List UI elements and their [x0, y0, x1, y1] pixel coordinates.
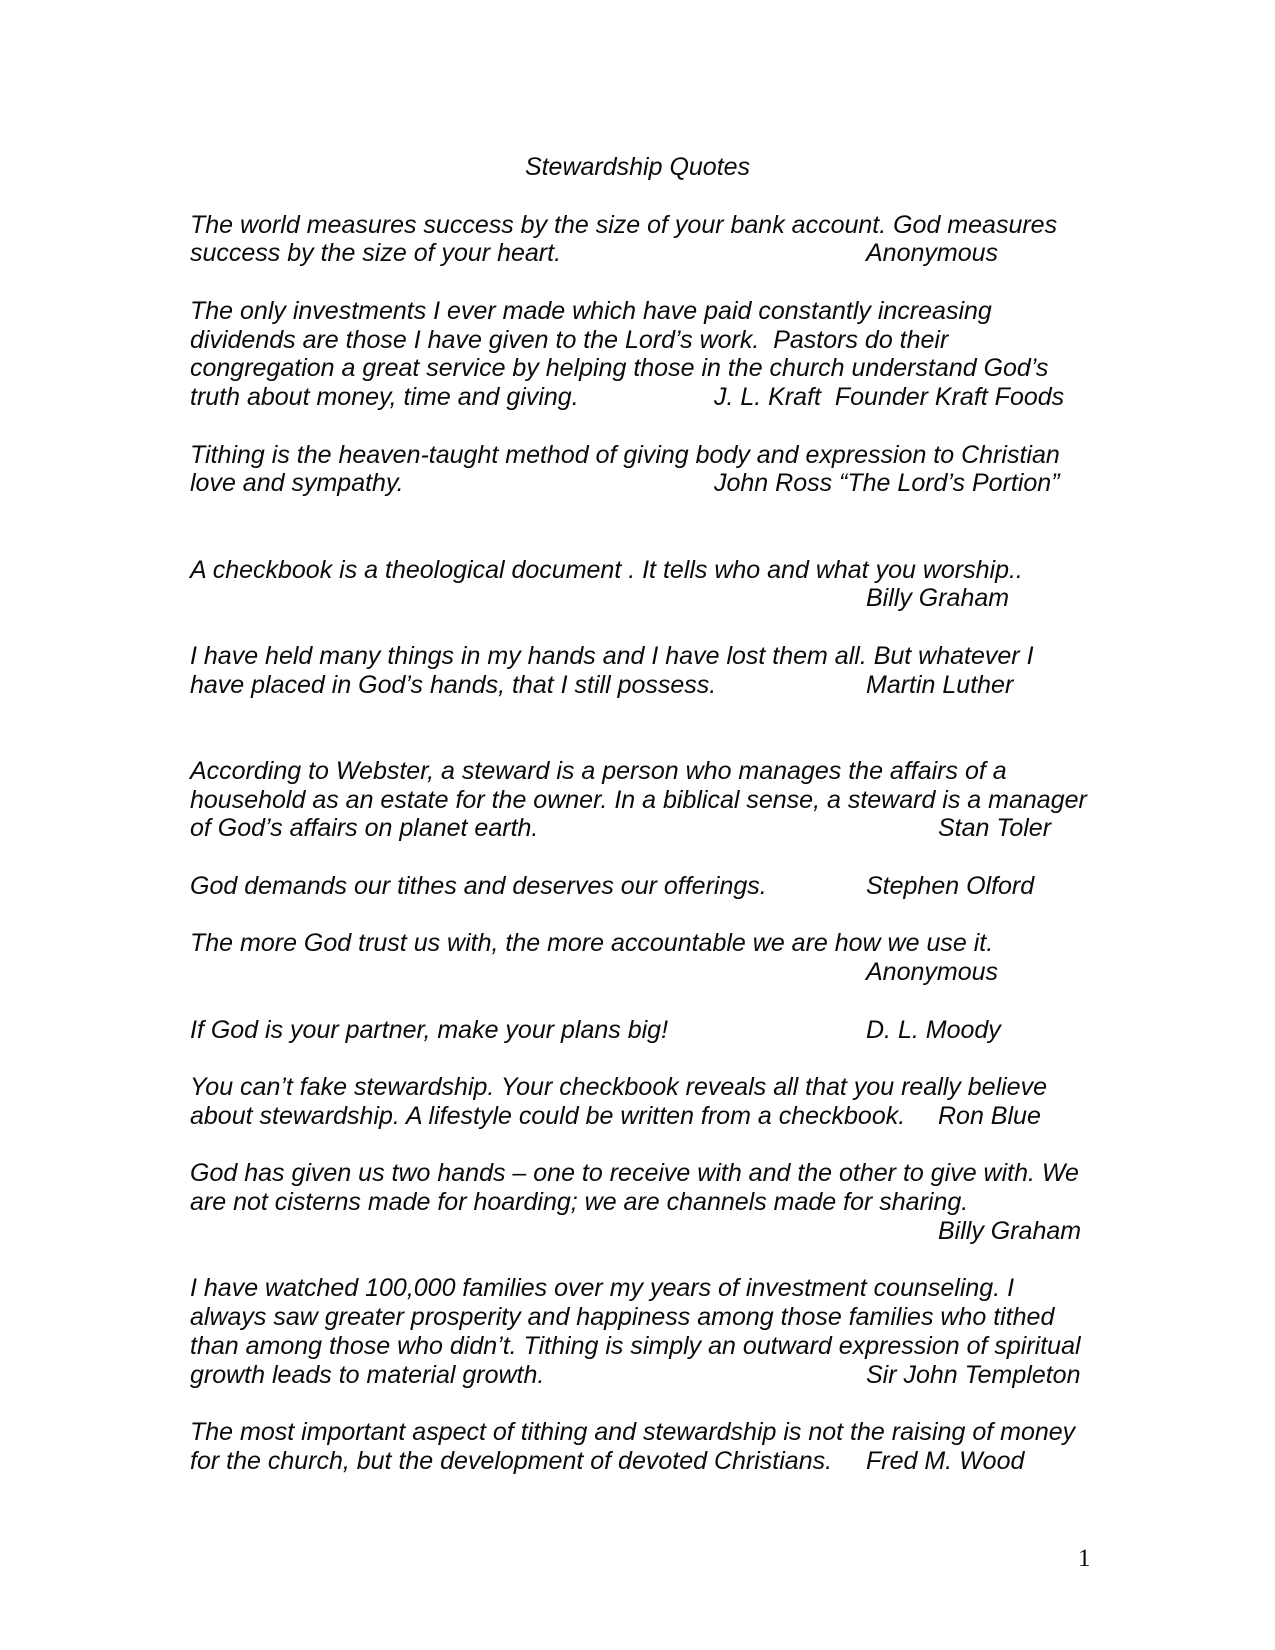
quote-text: are not cisterns made for hoarding; we are channels made for sharing. [190, 1188, 969, 1216]
quote-line [190, 671, 1085, 700]
quote-text: The most important aspect of tithing and stewardship is not the raising of money [190, 1418, 1076, 1446]
quote-text: God demands our tithes and deserves our offerings. [190, 871, 767, 900]
quote-text: I have held many things in my hands and I have lost them all. But whatever I [190, 641, 1034, 670]
quote-attribution: Stephen Olford [866, 871, 1035, 900]
quote-block [190, 441, 1085, 499]
quote-attribution: Fred M. Wood [866, 1446, 1025, 1475]
quote-block [190, 297, 1085, 412]
quote-attribution: Stan Toler [938, 814, 1052, 843]
quote-attribution: Billy Graham [866, 584, 1010, 613]
quote-attribution: John Ross “The Lord’s Portion” [714, 469, 1060, 498]
quote-text: dividends are those I have given to the Lord’s work. Pastors do their [190, 325, 949, 354]
quote-text: congregation a great service by helping those in the church understand God’s [190, 354, 1049, 383]
quote-text: If God is your partner, make your plans big! [190, 1015, 669, 1044]
quote-attribution: D. L. Moody [866, 1015, 1001, 1044]
quote-line [190, 441, 1085, 470]
quote-line [190, 1332, 1085, 1361]
quote-line [190, 814, 1085, 843]
quote-text: I have watched 100,000 families over my years of investment counseling. I [190, 1274, 1015, 1303]
quote-line [190, 1274, 1085, 1303]
quote-line [190, 929, 1085, 958]
quote-block [190, 929, 1085, 987]
quote-text: about stewardship. A lifestyle could be written from a checkbook. [190, 1101, 906, 1130]
quote-line [190, 1217, 1085, 1246]
quote-text: have placed in God’s hands, that I still possess. [190, 670, 717, 699]
quote-text: than among those who didn’t. Tithing is simply an outward expression of spiritual [190, 1331, 1081, 1360]
quote-line [190, 1303, 1085, 1332]
quote-line [190, 642, 1085, 671]
quote-block [190, 1016, 1085, 1045]
quote-line [190, 239, 1085, 268]
quote-line [190, 211, 1085, 240]
quote-line [190, 872, 1085, 901]
quote-line [190, 1073, 1085, 1102]
quote-text: of God’s affairs on planet earth. [190, 814, 539, 843]
quote-line [190, 326, 1085, 355]
quote-line [190, 1159, 1085, 1188]
document-body [190, 153, 1085, 1476]
quote-line [190, 786, 1085, 815]
quote-attribution: Sir John Templeton [866, 1360, 1081, 1389]
quote-text: According to Webster, a steward is a person who manages the affairs of a [190, 756, 1007, 785]
quote-text: A checkbook is a theological document . It tells who and what you worship.. [190, 555, 1023, 584]
quote-line [190, 354, 1085, 383]
quote-attribution: Anonymous [866, 958, 999, 986]
quote-block [190, 1073, 1085, 1131]
quote-text: truth about money, time and giving. [190, 383, 579, 411]
quote-line [190, 1361, 1085, 1390]
quote-line [190, 297, 1085, 326]
quote-line [190, 469, 1085, 498]
quote-text: The world measures success by the size of your bank account. God measures [190, 210, 1058, 239]
quote-block [190, 1274, 1085, 1389]
quote-text: always saw greater prosperity and happiness among those families who tithed [190, 1303, 1055, 1331]
quote-block [190, 872, 1085, 901]
quote-line [190, 556, 1085, 585]
quote-text: for the church, but the development of devoted Christians. [190, 1446, 833, 1475]
quote-attribution: Martin Luther [866, 670, 1014, 699]
quote-text: success by the size of your heart. [190, 239, 562, 268]
quote-line [190, 1418, 1085, 1447]
quote-line [190, 1102, 1085, 1131]
quote-text: You can’t fake stewardship. Your checkbook reveals all that you really believe [190, 1073, 1047, 1101]
quote-line [190, 958, 1085, 987]
quote-block [190, 757, 1085, 843]
quote-line [190, 1016, 1085, 1045]
quote-block [190, 1418, 1085, 1476]
quote-text: growth leads to material growth. [190, 1360, 545, 1389]
quote-line [190, 584, 1085, 613]
quote-line [190, 1447, 1085, 1476]
quote-block [190, 642, 1085, 700]
quote-text: God has given us two hands – one to receive with and the other to give with. We [190, 1159, 1079, 1188]
quote-line [190, 383, 1085, 412]
quote-line [190, 1188, 1085, 1217]
quote-attribution: Ron Blue [938, 1101, 1041, 1130]
quotes-list [190, 211, 1085, 1476]
quote-attribution: Anonymous [866, 239, 999, 268]
quote-text: Tithing is the heaven-taught method of giving body and expression to Christian [190, 440, 1060, 469]
quote-text: love and sympathy. [190, 469, 404, 498]
quote-block [190, 556, 1085, 614]
page-number: 1 [1078, 1545, 1091, 1572]
quote-line [190, 757, 1085, 786]
quote-text: The more God trust us with, the more accountable we are how we use it. [190, 929, 994, 958]
quote-text: household as an estate for the owner. In a biblical sense, a steward is a manager [190, 785, 1087, 814]
quote-block [190, 1159, 1085, 1245]
quote-attribution: Billy Graham [938, 1216, 1082, 1245]
document-title: Stewardship Quotes [524, 153, 751, 181]
quote-attribution: J. L. Kraft Founder Kraft Foods [714, 383, 1065, 411]
quote-text: The only investments I ever made which have paid constantly increasing [190, 296, 992, 325]
quote-block [190, 211, 1085, 269]
